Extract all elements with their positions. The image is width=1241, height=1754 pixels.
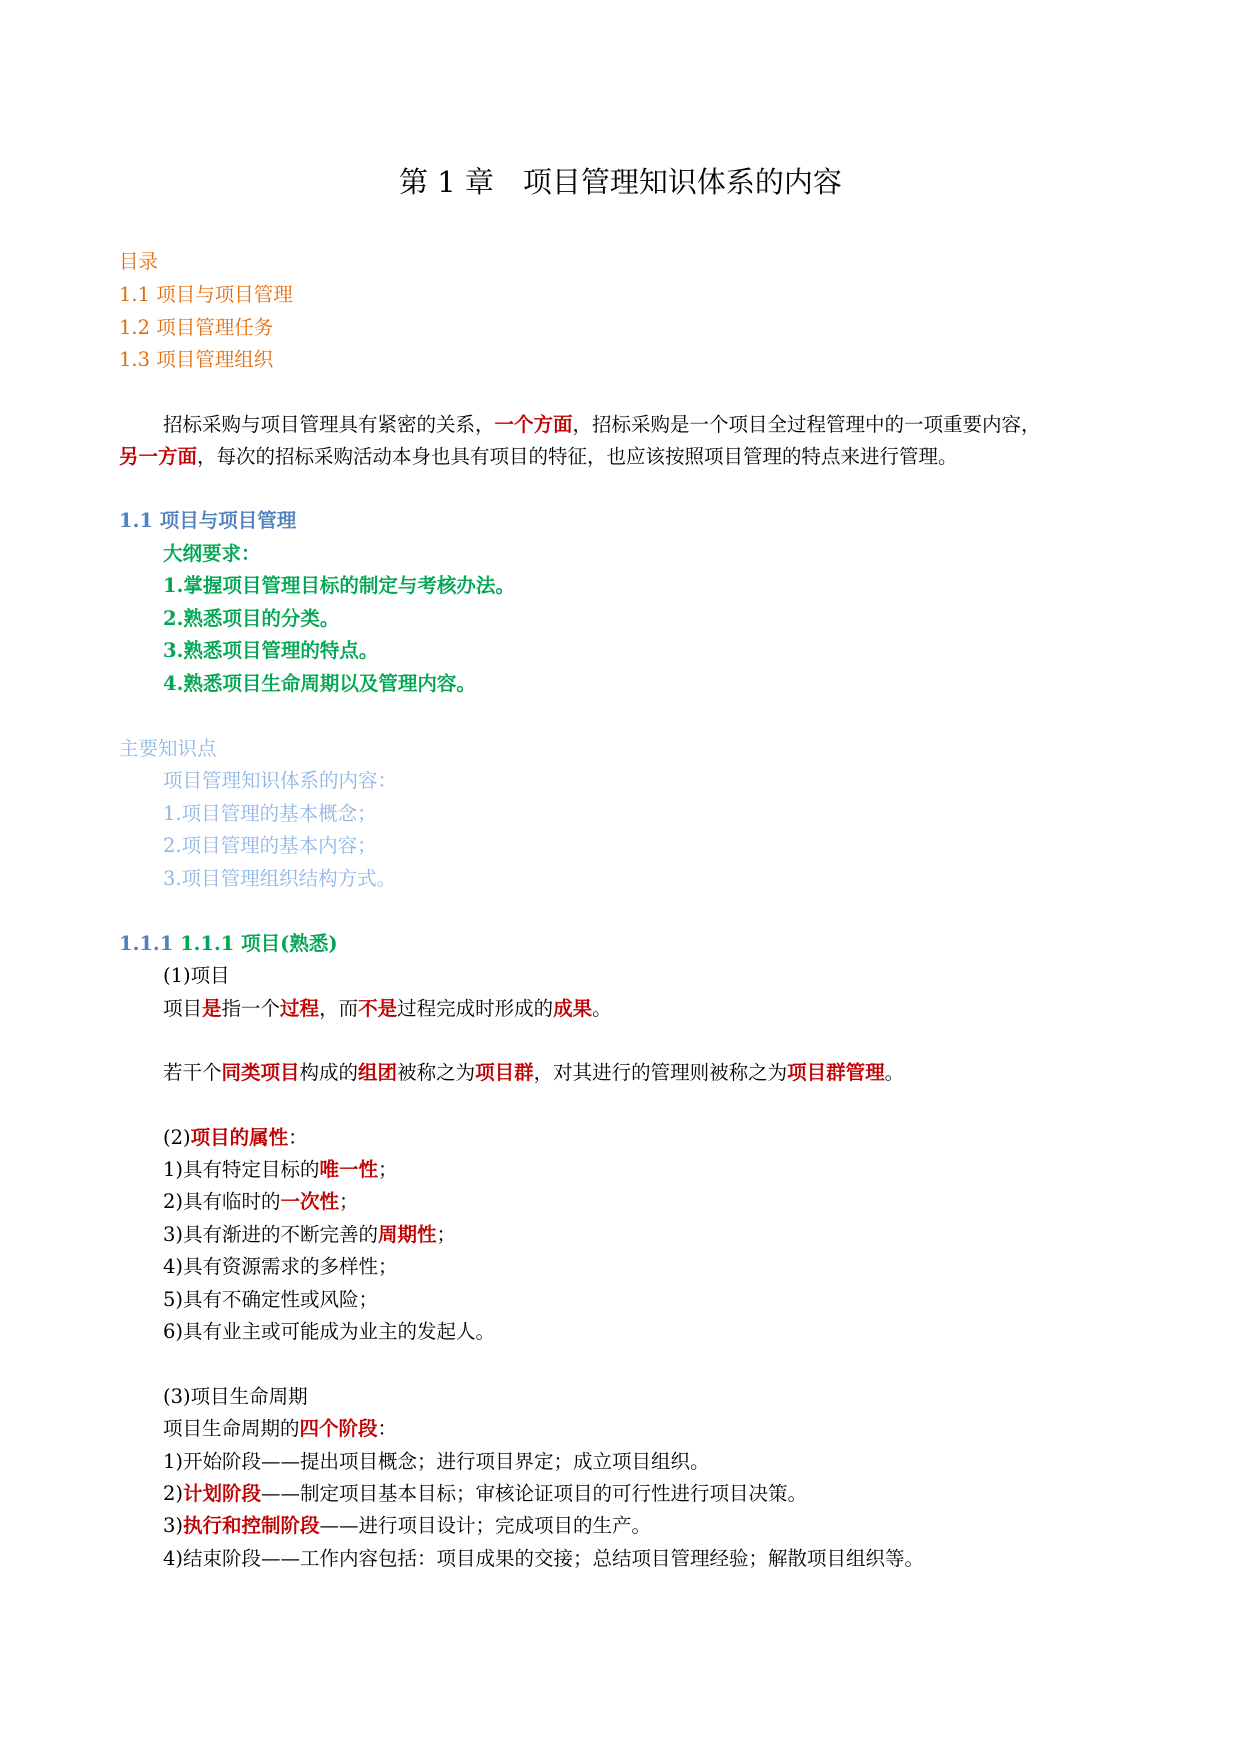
text: 项目 xyxy=(163,997,203,1020)
toc-heading: 目录 xyxy=(119,250,159,273)
text: 6)具有业主或可能成为业主的发起人。 xyxy=(163,1320,496,1343)
emphasis: 项目的属性 xyxy=(190,1126,289,1149)
emphasis: 四个阶段 xyxy=(299,1417,378,1440)
toc-link-1-2[interactable]: 1.2 项目管理任务 xyxy=(119,316,274,339)
text: 2)具有临时的 xyxy=(163,1190,281,1213)
attribute-item xyxy=(163,1156,398,1184)
outline-item: 2.熟悉项目的分类。 xyxy=(163,607,340,630)
outline-title: 大纲要求： xyxy=(163,542,261,565)
text: 4) xyxy=(163,1547,184,1570)
emphasis: 是 xyxy=(202,997,222,1020)
section-heading-1-1: 1.1 项目与项目管理 xyxy=(119,509,297,532)
text: 结束阶段——工作内容包括：项目成果的交接；总结项目管理经验；解散项目组织等。 xyxy=(183,1547,925,1570)
text: 构成的 xyxy=(299,1061,359,1084)
knowledge-lead: 项目管理知识体系的内容： xyxy=(163,769,398,792)
emphasis: 唯一性 xyxy=(319,1158,379,1181)
text: 项目生命周期的 xyxy=(163,1417,300,1440)
intro-emphasis: 另一方面 xyxy=(119,445,198,468)
emphasis: 项目群管理 xyxy=(787,1061,885,1084)
intro-text: ，招标采购是一个项目全过程管理中的一项重要内容， xyxy=(572,413,1041,436)
text: 1)具有特定目标的 xyxy=(163,1158,320,1181)
lifecycle-stage xyxy=(163,1545,924,1573)
definition-line xyxy=(163,995,612,1023)
attribute-item xyxy=(163,1221,456,1249)
emphasis: 项目群 xyxy=(475,1061,534,1084)
text: 被称之为 xyxy=(397,1061,476,1084)
text: 2) xyxy=(163,1482,184,1505)
lifecycle-stage xyxy=(163,1512,651,1540)
emphasis: 一次性 xyxy=(280,1190,340,1213)
text: ； xyxy=(378,1158,398,1181)
text: 3) xyxy=(163,1514,184,1537)
text: 。 xyxy=(592,997,612,1020)
text: ： xyxy=(377,1417,398,1440)
text: 过程完成时形成的 xyxy=(397,997,554,1020)
subsection-label: (1)项目 xyxy=(163,964,230,987)
section-title: 1.1.1 项目(熟悉) xyxy=(180,932,338,955)
emphasis: 周期性 xyxy=(378,1223,437,1246)
group-definition-line xyxy=(163,1059,904,1087)
page-title: 第 1 章 项目管理知识体系的内容 xyxy=(399,165,842,199)
attribute-item xyxy=(163,1286,378,1314)
emphasis: 同类项目 xyxy=(221,1061,300,1084)
attribute-item xyxy=(163,1188,359,1216)
intro-emphasis: 一个方面 xyxy=(494,413,573,436)
text: 3)具有渐进的不断完善的 xyxy=(163,1223,379,1246)
emphasis: 执行和控制阶段 xyxy=(183,1514,320,1537)
knowledge-heading: 主要知识点 xyxy=(119,737,217,760)
intro-line-1 xyxy=(163,411,1041,439)
intro-text: ，每次的招标采购活动本身也具有项目的特征，也应该按照项目管理的特点来进行管理。 xyxy=(197,445,958,468)
intro-line-2 xyxy=(119,443,958,471)
text: ，而 xyxy=(319,997,359,1020)
text: 指一个 xyxy=(221,997,281,1020)
toc-link-1-3[interactable]: 1.3 项目管理组织 xyxy=(119,348,274,371)
lifecycle-lead xyxy=(163,1415,397,1443)
attribute-item xyxy=(163,1253,398,1281)
emphasis: 成果 xyxy=(553,997,593,1020)
attributes-label xyxy=(163,1124,308,1152)
text: ； xyxy=(339,1190,359,1213)
text: 若干个 xyxy=(163,1061,222,1084)
outline-item: 1.掌握项目管理目标的制定与考核办法。 xyxy=(163,574,515,597)
emphasis: 不是 xyxy=(358,997,398,1020)
lifecycle-stage xyxy=(163,1448,710,1476)
attribute-item xyxy=(163,1318,495,1346)
lifecycle-stage xyxy=(163,1480,807,1508)
intro-text: 招标采购与项目管理具有紧密的关系， xyxy=(163,413,495,436)
knowledge-item: 2.项目管理的基本内容； xyxy=(163,834,377,857)
emphasis: 计划阶段 xyxy=(183,1482,262,1505)
text: 4)具有资源需求的多样性； xyxy=(163,1255,398,1278)
text: (2) xyxy=(163,1126,191,1149)
lifecycle-label: (3)项目生命周期 xyxy=(163,1385,308,1408)
text: ——进行项目设计；完成项目的生产。 xyxy=(319,1514,652,1537)
text: 开始阶段——提出项目概念；进行项目界定；成立项目组织。 xyxy=(183,1450,710,1473)
text: 5)具有不确定性或风险； xyxy=(163,1288,379,1311)
emphasis: 过程 xyxy=(280,997,320,1020)
section-heading-1-1-1 xyxy=(119,930,338,958)
section-number: 1.1.1 xyxy=(119,932,181,955)
text: ； xyxy=(436,1223,457,1246)
outline-item: 3.熟悉项目管理的特点。 xyxy=(163,639,379,662)
text: ： xyxy=(288,1126,308,1149)
text: 1) xyxy=(163,1450,184,1473)
knowledge-item: 3.项目管理组织结构方式。 xyxy=(163,867,397,890)
outline-item: 4.熟悉项目生命周期以及管理内容。 xyxy=(163,672,476,695)
text: ——制定项目基本目标；审核论证项目的可行性进行项目决策。 xyxy=(261,1482,808,1505)
toc-link-1-1[interactable]: 1.1 项目与项目管理 xyxy=(119,283,293,306)
text: 。 xyxy=(884,1061,905,1084)
knowledge-item: 1.项目管理的基本概念； xyxy=(163,802,377,825)
text: ，对其进行的管理则被称之为 xyxy=(533,1061,788,1084)
emphasis: 组团 xyxy=(358,1061,398,1084)
